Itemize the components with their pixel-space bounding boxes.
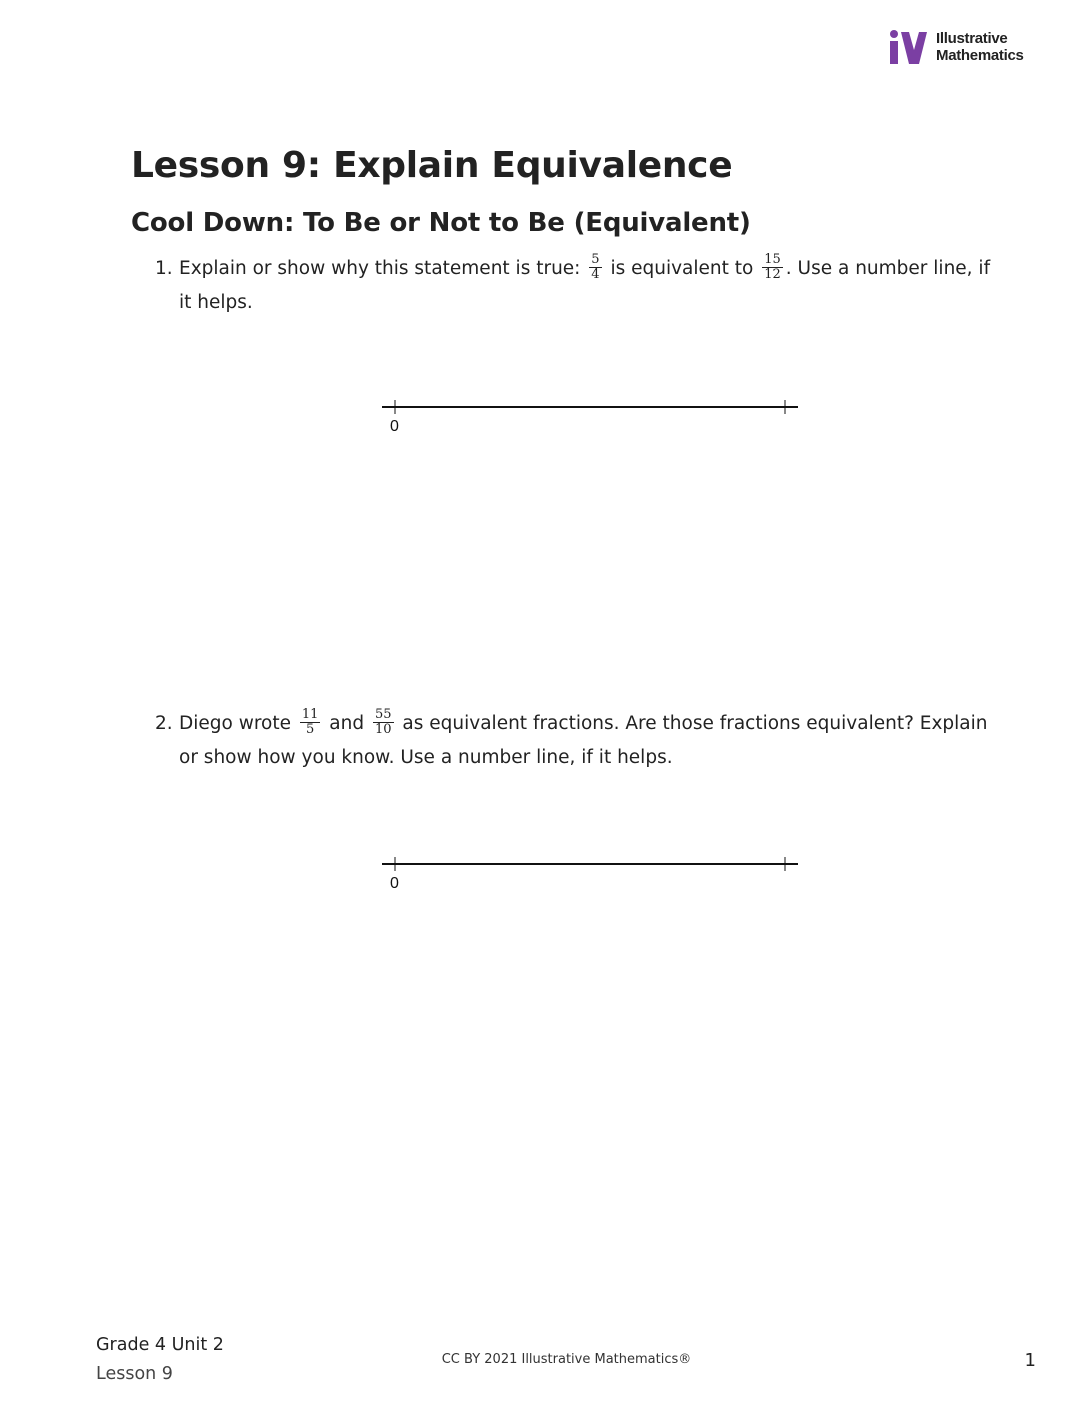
brand-name [936, 30, 1024, 64]
question-text [179, 707, 1000, 775]
fraction [300, 708, 321, 737]
section-subtitle: Cool Down: To Be or Not to Be (Equivalent) [131, 208, 751, 238]
question-text-part: and [323, 713, 370, 734]
fraction [762, 253, 783, 282]
fraction-denominator: 12 [764, 266, 781, 282]
fraction [589, 253, 601, 282]
question-text-part: is equivalent to [604, 258, 760, 279]
fraction-numerator: 11 [301, 706, 319, 722]
brand-logo [889, 30, 1049, 68]
question-text-part: as equivalent fractions. Are those fractions equivalent? Explain or show how you know. Use a number line, if it helps. [179, 713, 988, 768]
number-line-zero-label: 0 [390, 418, 399, 435]
question-text-part: Explain or show why this statement is true: [179, 258, 587, 279]
question-number: 2. [155, 713, 173, 734]
fraction [373, 708, 394, 737]
brand-line-2: Mathematics [936, 47, 1024, 64]
footer-grade-unit: Grade 4 Unit 2 [96, 1335, 224, 1355]
fraction-numerator: 55 [375, 706, 392, 722]
question-text [179, 252, 1000, 320]
number-line-graphic [380, 398, 800, 420]
number-line [380, 398, 800, 438]
number-line-zero-label: 0 [390, 875, 399, 892]
fraction-denominator: 5 [306, 721, 315, 737]
footer-lesson: Lesson 9 [96, 1364, 173, 1384]
number-line [380, 855, 800, 895]
page-title: Lesson 9: Explain Equivalence [131, 145, 733, 186]
fraction-denominator: 4 [591, 266, 600, 282]
brand-line-1: Illustrative [936, 30, 1008, 47]
number-line-graphic [380, 855, 800, 877]
fraction-numerator: 5 [591, 251, 600, 267]
question-1 [155, 252, 1000, 320]
fraction-numerator: 15 [764, 251, 781, 267]
fraction-denominator: 10 [375, 721, 392, 737]
footer-copyright: CC BY 2021 Illustrative Mathematics® [441, 1352, 692, 1367]
question-number: 1. [155, 258, 173, 279]
question-2 [155, 707, 1000, 775]
page-number: 1 [1024, 1350, 1036, 1371]
im-logo-icon [889, 30, 931, 66]
question-text-part: . Use a number line, if it helps. [179, 258, 991, 313]
question-text-part: Diego wrote [179, 713, 297, 734]
